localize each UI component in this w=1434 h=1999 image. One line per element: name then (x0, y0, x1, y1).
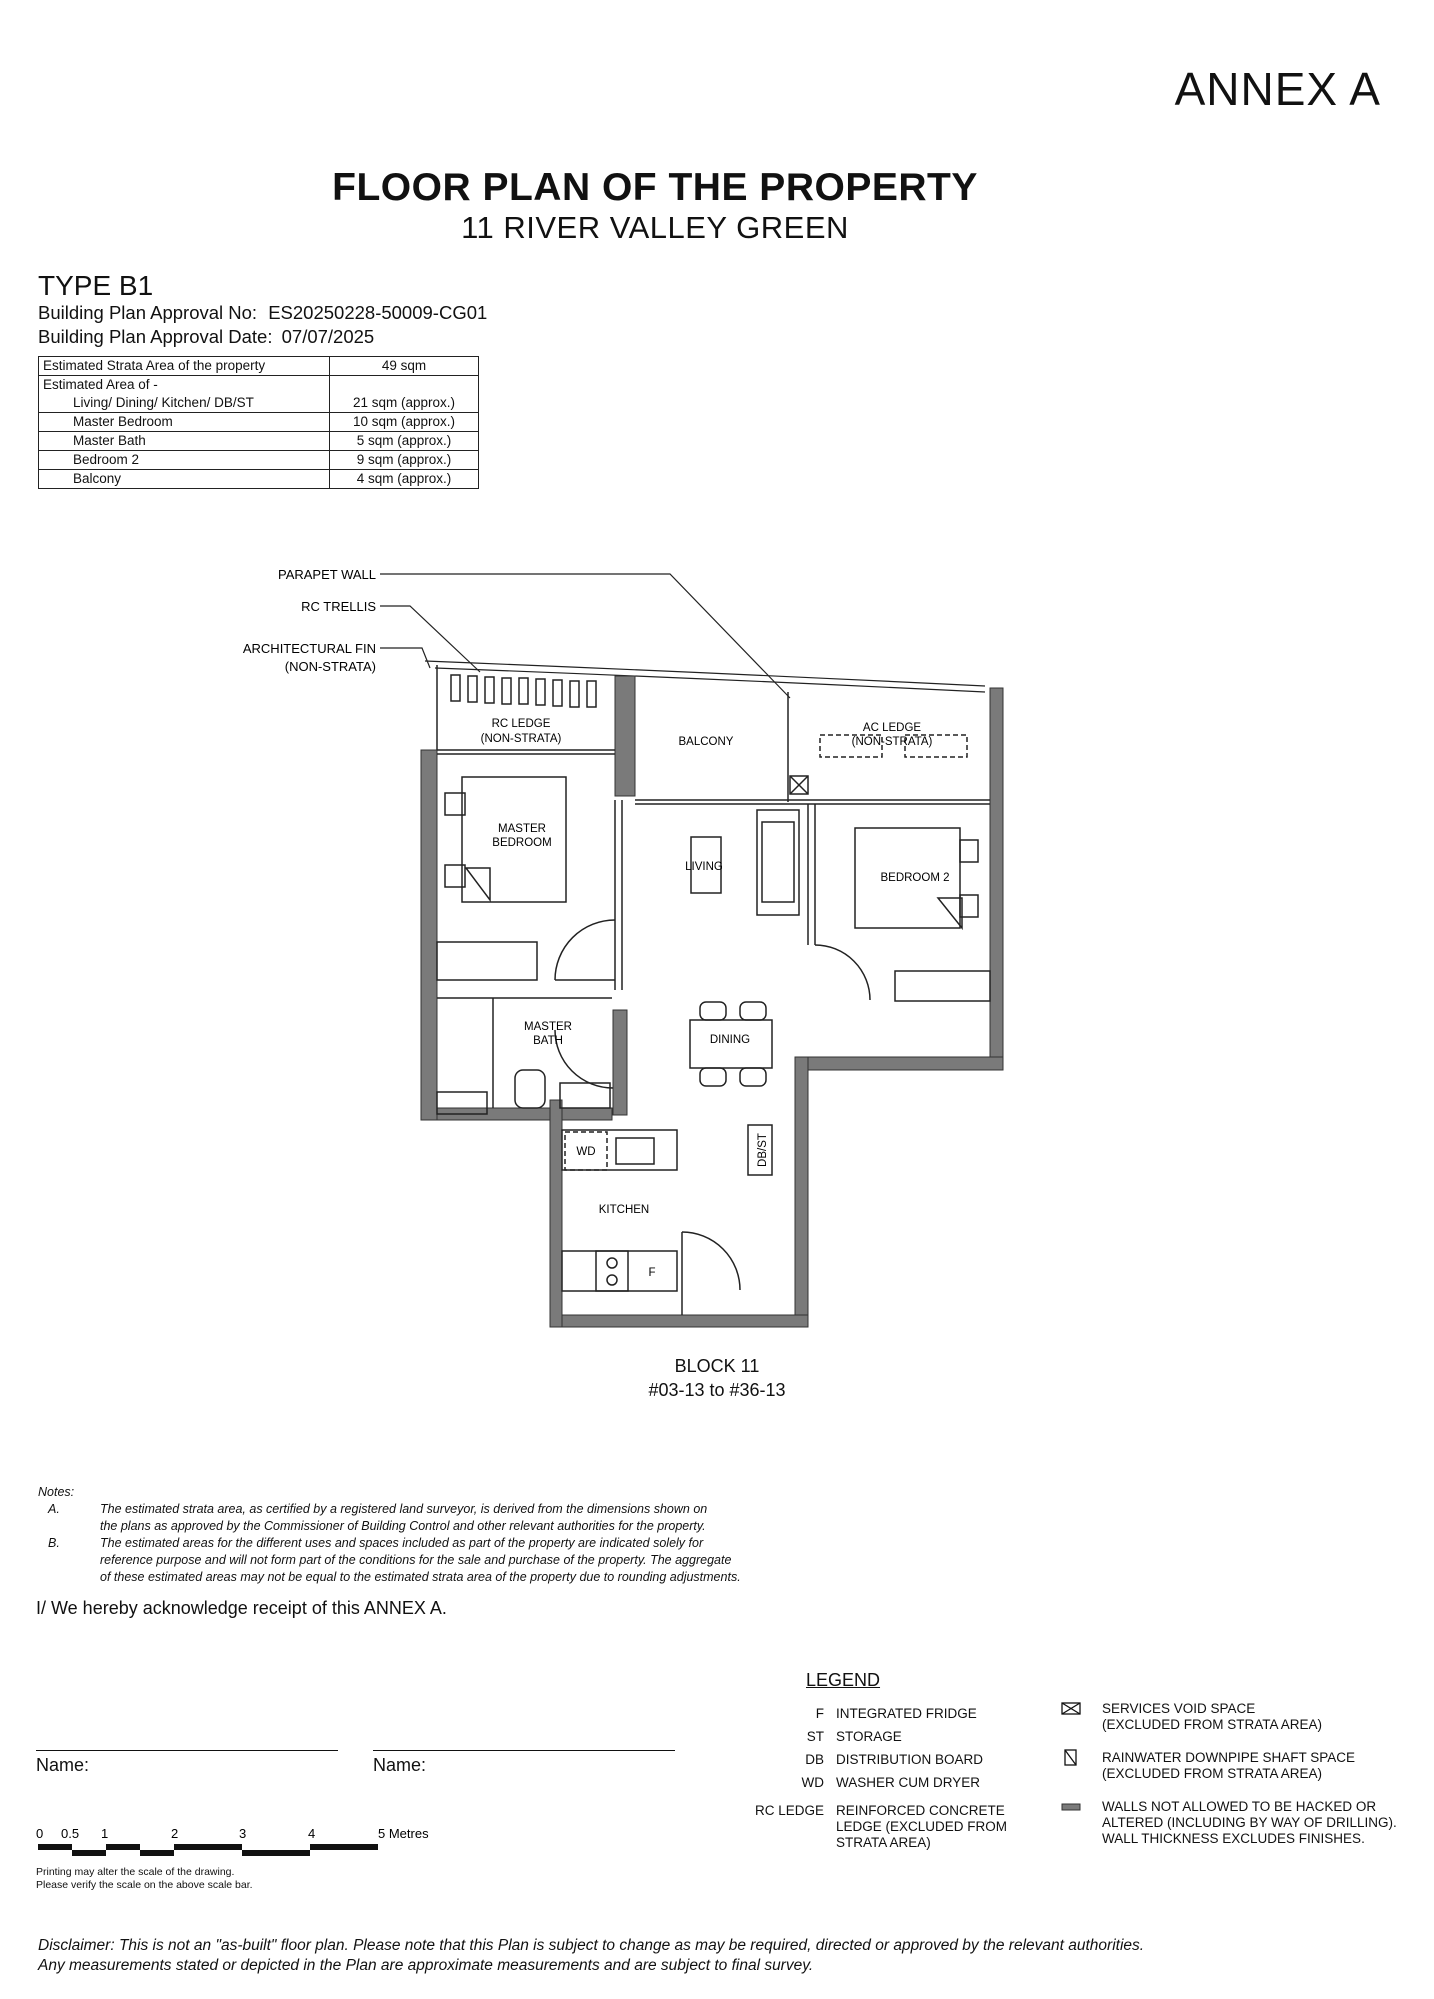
notes-heading: Notes: (38, 1485, 75, 1499)
notes (38, 1484, 838, 1586)
legend-text-st: STORAGE (836, 1729, 902, 1744)
scale-tick-0-5: 0.5 (61, 1826, 80, 1841)
approval-no-label: Building Plan Approval No: (38, 302, 258, 323)
bedroom2-wardrobe (895, 971, 990, 1001)
legend-key-st: ST (806, 1729, 824, 1744)
room-master-bath: MASTER (524, 1021, 572, 1033)
legend-text-wd: WASHER CUM DRYER (836, 1775, 981, 1790)
legend-downpipe: RAINWATER DOWNPIPE SHAFT SPACE (EXCLUDED FROM STRATA AREA) (1102, 1750, 1356, 1781)
estimated-of-label: Estimated Area of - (39, 376, 330, 395)
floor-plan (0, 540, 1417, 1340)
strata-label: Estimated Strata Area of the property (39, 357, 330, 376)
approval-date-label: Building Plan Approval Date: (38, 326, 273, 347)
sofa (757, 810, 799, 915)
table-row (39, 451, 479, 470)
legend-key-wd: WD (801, 1775, 824, 1790)
room-rc-ledge: RC LEDGE (491, 718, 551, 730)
legend-title: LEGEND (806, 1670, 881, 1690)
room-dining: DINING (709, 1034, 751, 1046)
fin-leader (380, 648, 430, 668)
page-title: FLOOR PLAN OF THE PROPERTY (332, 166, 978, 209)
room-bedroom2: BEDROOM 2 (880, 872, 950, 884)
annex-label: ANNEX A (1174, 63, 1381, 115)
room-ac-ledge: AC LEDGE (862, 722, 922, 734)
signature-name-2: Name: (373, 1755, 427, 1775)
block-label: BLOCK 11 (674, 1356, 760, 1376)
legend-services-void: SERVICES VOID SPACE (EXCLUDED FROM STRATA AREA) (1102, 1701, 1323, 1732)
project-name: 11 RIVER VALLEY GREEN (461, 210, 849, 245)
wall-hatch-icon (1062, 1804, 1080, 1810)
area-table (38, 356, 479, 489)
note-b: B. The estimated areas for the different uses and spaces included as part of the property are indicated solely for reference purpose and will not form part of the conditions for the sale and purchase of the property. The aggregate of these estimated areas may not be equal to the estimated strata area of the property due to rounding adjustments. (48, 1536, 741, 1584)
scale-bar (28, 1824, 429, 1864)
approval-date-row (38, 326, 374, 348)
signature-line-1 (36, 1750, 338, 1751)
table-row (39, 357, 479, 376)
acknowledgement: I/ We hereby acknowledge receipt of this ANNEX A. (36, 1598, 447, 1618)
signature-line-2 (373, 1750, 675, 1751)
parapet-wall-line (425, 661, 985, 686)
label-dbst: DB/ST (757, 1133, 769, 1167)
room-ac-ledge-note: (NON-STRATA) (851, 736, 933, 748)
area-value: 9 sqm (approx.) (330, 451, 479, 470)
callout-fin-note: (NON-STRATA) (284, 659, 376, 674)
table-row (39, 470, 479, 489)
area-label: Master Bedroom (39, 413, 330, 432)
legend-text-db: DISTRIBUTION BOARD (836, 1752, 984, 1767)
table-row (39, 376, 479, 395)
table-row (39, 394, 479, 413)
unit-range: #03-13 to #36-13 (648, 1380, 786, 1400)
area-value: 5 sqm (approx.) (330, 432, 479, 451)
callout-fin: ARCHITECTURAL FIN (242, 641, 376, 656)
scale-tick-1: 1 (101, 1826, 109, 1841)
area-value: 10 sqm (approx.) (330, 413, 479, 432)
table-row (39, 413, 479, 432)
master-wardrobe (437, 942, 537, 980)
room-master-bedroom: MASTER (498, 823, 546, 835)
label-wd: WD (576, 1146, 596, 1158)
area-label: Master Bath (39, 432, 330, 451)
legend-key-f: F (815, 1706, 824, 1721)
strata-value: 49 sqm (330, 357, 479, 376)
legend-key-db: DB (805, 1752, 824, 1767)
room-rc-ledge-note: (NON-STRATA) (480, 733, 562, 745)
scale-tick-3: 3 (239, 1826, 247, 1841)
legend-key-rc: RC LEDGE (754, 1803, 824, 1818)
scale-note: Printing may alter the scale of the drawing. Please verify the scale on the above scale bar. (36, 1866, 253, 1891)
area-value: 21 sqm (approx.) (330, 394, 479, 413)
area-label: Bedroom 2 (39, 451, 330, 470)
scale-tick-4: 4 (308, 1826, 316, 1841)
table-row (39, 432, 479, 451)
signature-name-1: Name: (36, 1755, 90, 1775)
approval-no-row (38, 302, 487, 324)
scale-tick-2: 2 (171, 1826, 179, 1841)
area-label: Balcony (39, 470, 330, 489)
room-balcony: BALCONY (678, 736, 734, 748)
approval-no-value: ES20250228-50009-CG01 (268, 302, 488, 323)
room-master-bath-2: BATH (533, 1035, 563, 1047)
scale-tick-5: 5 Metres (378, 1826, 429, 1841)
legend-text-rc: REINFORCED CONCRETE LEDGE (EXCLUDED FROM STRATA AREA) (836, 1803, 1008, 1850)
note-a: A. The estimated strata area, as certified by a registered land surveyor, is derived from the dimensions shown on the plans as approved by the Commissioner of Building Control and other relevant authorities for the property. (48, 1502, 708, 1533)
rc-trellis (451, 675, 596, 707)
legend-walls: WALLS NOT ALLOWED TO BE HACKED OR ALTERED (INCLUDING BY WAY OF DRILLING). WALL THICKNESS EXCLUDES FINISHES. (1102, 1799, 1397, 1846)
room-kitchen: KITCHEN (598, 1204, 650, 1216)
room-living: LIVING (685, 861, 723, 873)
approval-date-value: 07/07/2025 (281, 326, 375, 347)
legend-text-f: INTEGRATED FRIDGE (836, 1706, 977, 1721)
callout-trellis: RC TRELLIS (301, 599, 376, 614)
unit-type: TYPE B1 (38, 270, 154, 301)
area-label: Living/ Dining/ Kitchen/ DB/ST (39, 394, 330, 413)
room-master-bedroom-2: BEDROOM (492, 837, 552, 849)
area-value: 4 sqm (approx.) (330, 470, 479, 489)
label-fridge: F (648, 1267, 656, 1279)
callout-parapet: PARAPET WALL (277, 567, 376, 582)
disclaimer: Disclaimer: This is not an "as-built" floor plan. Please note that this Plan is subject to change as may be required, directed or approved by the relevant authorities. Any measurements stated or depicted in the Plan are approximate measurements and are subject to final survey. (38, 1937, 1145, 1974)
scale-tick-0: 0 (36, 1826, 44, 1841)
